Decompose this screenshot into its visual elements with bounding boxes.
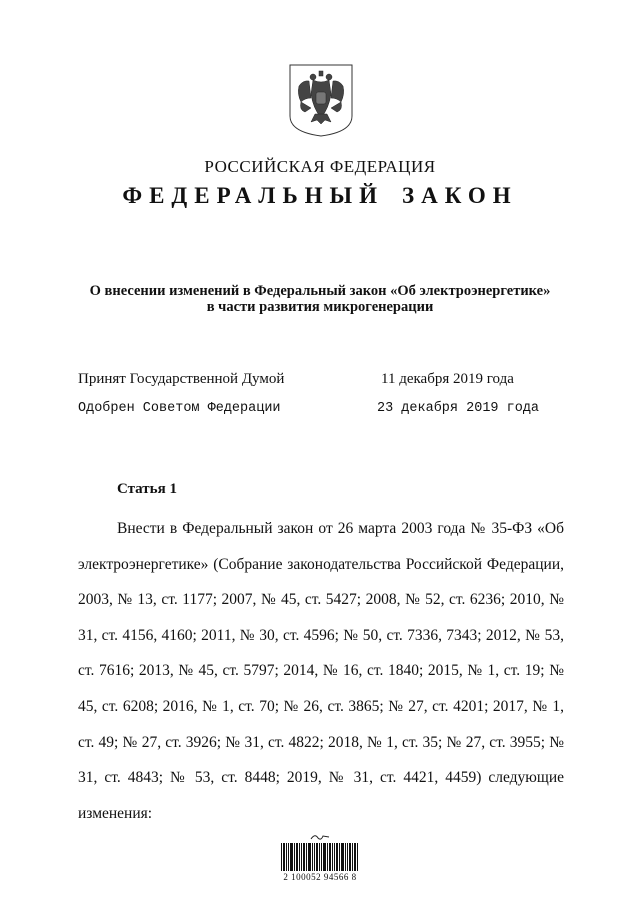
- law-title-line-1: О внесении изменений в Федеральный закон «Об электроэнергетике»: [89, 283, 551, 299]
- adoption-duma-date: 11 декабря 2019 года: [381, 371, 514, 387]
- document-type-word-2: ЗАКОН: [402, 183, 518, 208]
- country-name: РОССИЙСКАЯ ФЕДЕРАЦИЯ: [204, 157, 436, 176]
- adoption-council-date: 23 декабря 2019 года: [377, 401, 540, 416]
- barcode-number: 2 100052 94566 8: [283, 872, 357, 882]
- barcode-block: [280, 833, 360, 883]
- barcode-icon: [280, 843, 360, 871]
- law-title-line-2: в части развития микрогенерации: [206, 299, 434, 315]
- adoption-council-label: Одобрен Советом Федерации: [78, 401, 281, 416]
- adoption-duma-label: Принят Государственной Думой: [78, 371, 285, 387]
- document-type: [0, 183, 640, 209]
- article-heading: Статья 1: [117, 481, 177, 497]
- document-type-word-1: ФЕДЕРАЛЬНЫЙ: [122, 183, 385, 208]
- coat-of-arms-icon: [289, 64, 353, 137]
- article-body: Внести в Федеральный закон от 26 марта 2003 года № 35-ФЗ «Об электроэнергетике» (Собрание законодательства Российской Федерации, 2003, № 13, ст. 1177; 2007, № 45, ст. 5427; 2008, № 52, ст. 6236; 2010, № 31, ст. 4156, 4160; 2011, № 30, ст. 4596; № 50, ст. 7336, 7343; 2012, № 53, ст. 7616; 2013, № 45, ст. 5797; 2014, № 16, ст. 1840; 2015, № 1, ст. 19; № 45, ст. 6208; 2016, № 1, ст. 70; № 26, ст. 3865; № 27, ст. 4201; 2017, № 1, ст. 49; № 27, ст. 3926; № 31, ст. 4822; 2018, № 1, ст. 35; № 27, ст. 3955; № 31, ст. 4843; № 53, ст. 8448; 2019, № 31, ст. 4421, 4459) следующие изменения:: [78, 520, 564, 822]
- handwritten-mark-icon: [280, 833, 360, 843]
- law-title: [0, 283, 640, 315]
